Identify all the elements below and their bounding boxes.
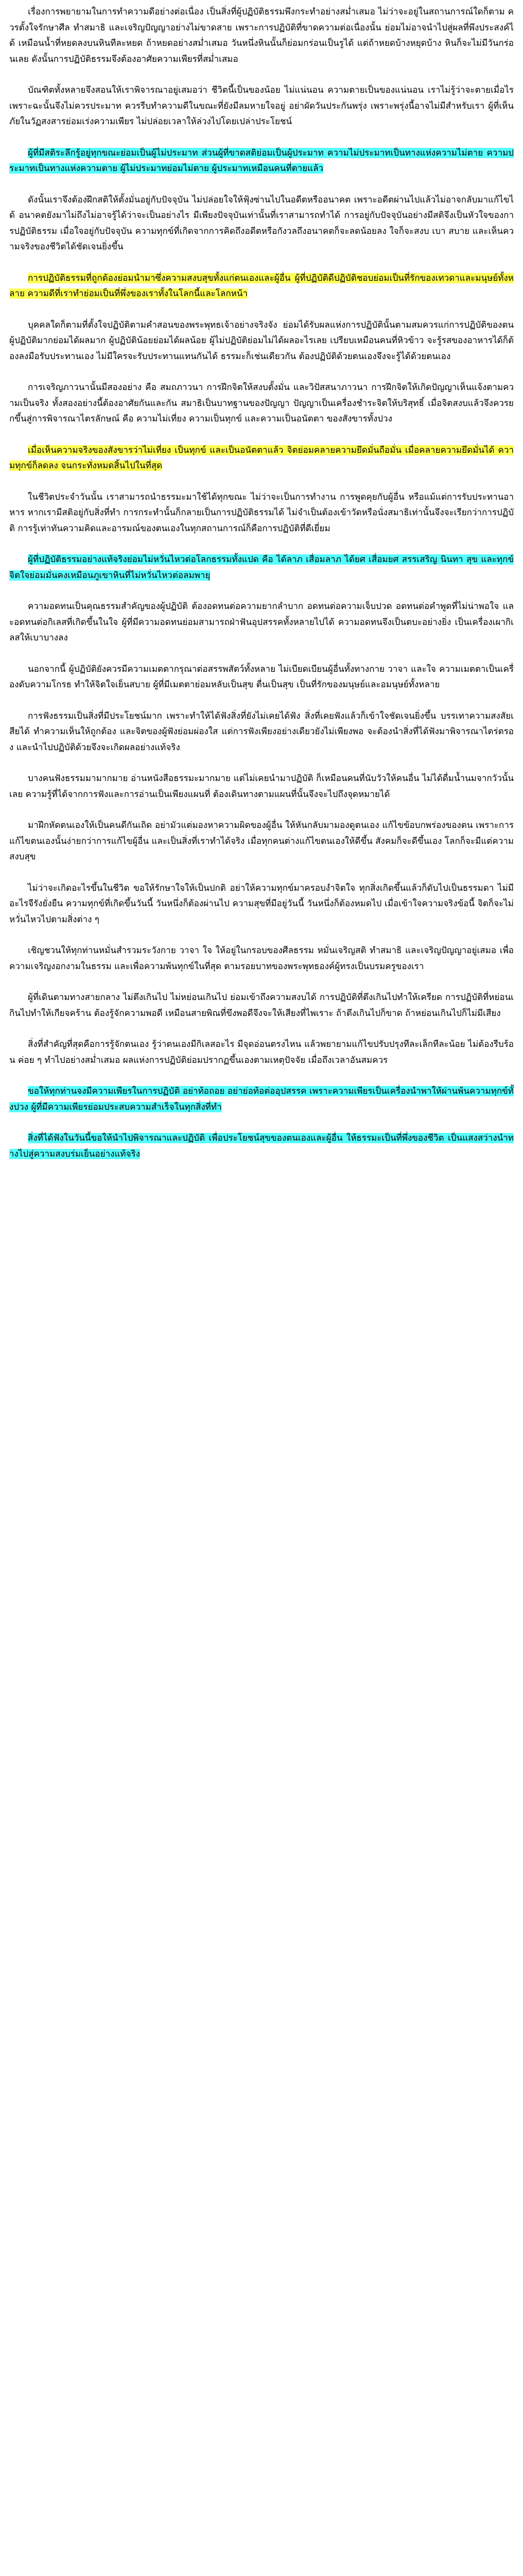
paragraph-text: ดังนั้นเราจึงต้องฝึกสติให้ตั้งมั่นอยู่กับปัจจุบัน ไม่ปล่อยใจให้ฟุ้งซ่านไปในอดีตหรืออนาคต เพราะอดีตผ่านไปแล้วไม่อาจกลับมาแก้ไขได้ อนาคตยังมาไม่ถึงไม่อาจรู้ได้ว่าจะเป็นอย่างไร มีเพียงปัจจุบันเท่านั้นที่เราสามารถทำได้ การอยู่กับปัจจุบันอย่างมีสติจึงเป็นหัวใจของการปฏิบัติธรรม เมื่อใจอยู่กับปัจจุบัน ความทุกข์ที่เกิดจากการคิดถึงอดีตหรือกังวลถึงอนาคตก็จะลดน้อยลง ใจก็จะสงบ เบา สบาย และเห็นความจริงของชีวิตได้ชัดเจนยิ่งขึ้น [9,194,514,252]
paragraph-text: ผู้ที่เดินตามทางสายกลาง ไม่ตึงเกินไป ไม่หย่อนเกินไป ย่อมเข้าถึงความสงบได้ การปฏิบัติที่ตึงเกินไปทำให้เครียด การปฏิบัติที่หย่อนเกินไปทำให้เกียจคร้าน ต้องรู้จักความพอดี เหมือนสายพิณที่ขึงพอดีจึงจะให้เสียงที่ไพเราะ ถ้าตึงเกินไปก็ขาด ถ้าหย่อนเกินไปก็ไม่มีเสียง [9,992,514,1019]
paragraph [9,270,514,302]
paragraph [9,1083,514,1115]
paragraph [9,662,514,693]
paragraph-text: มาฝึกหัดตนเองให้เป็นคนดีกันเถิด อย่ามัวแต่มองหาความผิดของผู้อื่น ให้หันกลับมามองดูตนเอง แก้ไขข้อบกพร่องของตน เพราะการแก้ไขตนเองนั้นง่ายกว่าการแก้ไขผู้อื่น และเป็นสิ่งที่เราทำได้จริง เมื่อทุกคนต่างแก้ไขตนเองให้ดีขึ้น สังคมก็จะดีขึ้นเอง โลกก็จะมีแต่ความสงบสุข [9,820,514,862]
paragraph [9,4,514,67]
paragraph [9,192,514,255]
paragraph-text: ขอให้ทุกท่านจงมีความเพียรในการปฏิบัติ อย่าท้อถอย อย่าย่อท้อต่ออุปสรรค เพราะความเพียรเป็นเครื่องนำพาให้ผ่านพ้นความทุกข์ทั้งปวง ผู้ที่มีความเพียรย่อมประสบความสำเร็จในทุกสิ่งที่ทำ [9,1086,514,1112]
paragraph-text: บางคนฟังธรรมมามากมาย อ่านหนังสือธรรมะมากมาย แต่ไม่เคยนำมาปฏิบัติ ก็เหมือนคนที่นับวัวให้คนอื่น ไม่ได้ดื่มน้ำนมจากวัวนั้นเลย ความรู้ที่ได้จากการฟังและการอ่านเป็นเพียงแผนที่ ต้องเดินทางตามแผนที่นั้นจึงจะไปถึงจุดหมายได้ [9,773,514,800]
document-body [9,4,514,1177]
paragraph-text: ความอดทนเป็นคุณธรรมสำคัญของผู้ปฏิบัติ ต้องอดทนต่อความยากลำบาก อดทนต่อความเจ็บปวด อดทนต่อคำพูดที่ไม่น่าพอใจ และอดทนต่อกิเลสที่เกิดขึ้นในใจ ผู้ที่มีความอดทนย่อมสามารถฝ่าฟันอุปสรรคทั้งหลายไปได้ ความอดทนจึงเป็นตบะอย่างยิ่ง เป็นเครื่องเผากิเลสให้เบาบางลง [9,601,514,643]
paragraph-text: นอกจากนี้ ผู้ปฏิบัติยังควรมีความเมตตากรุณาต่อสรรพสัตว์ทั้งหลาย ไม่เบียดเบียนผู้อื่นทั้งทางกาย วาจา และใจ ความเมตตาเป็นเครื่องดับความโกรธ ทำให้จิตใจเย็นสบาย ผู้ที่มีเมตตาย่อมหลับเป็นสุข ตื่นเป็นสุข เป็นที่รักของมนุษย์และอมนุษย์ทั้งหลาย [9,664,514,690]
paragraph-text: เชิญชวนให้ทุกท่านหมั่นสำรวมระวังกาย วาจา ใจ ให้อยู่ในกรอบของศีลธรรม หมั่นเจริญสติ ทำสมาธิ และเจริญปัญญาอยู่เสมอ เพื่อความเจริญงอกงามในธรรม และเพื่อความพ้นทุกข์ในที่สุด ตามรอยบาทของพระพุทธองค์ผู้ทรงเป็นบรมครูของเรา [9,945,514,972]
paragraph-text: ผู้ที่มีสติระลึกรู้อยู่ทุกขณะย่อมเป็นผู้ไม่ประมาท ส่วนผู้ที่ขาดสติย่อมเป็นผู้ประมาท ความไม่ประมาทเป็นทางแห่งความไม่ตาย ความประมาทเป็นทางแห่งความตาย ผู้ไม่ประมาทย่อมไม่ตาย ผู้ประมาทเหมือนคนที่ตายแล้ว [9,147,514,174]
paragraph [9,1130,514,1162]
paragraph-text: เรื่องการพยายามในการทำความดีอย่างต่อเนื่อง เป็นสิ่งที่ผู้ปฏิบัติธรรมพึงกระทำอย่างสม่ำเสมอ ไม่ว่าจะอยู่ในสถานการณ์ใดก็ตาม ควรตั้งใจรักษาศีล ทำสมาธิ และเจริญปัญญาอย่างไม่ขาดสาย เพราะการปฏิบัติที่ขาดความต่อเนื่องนั้น ย่อมไม่อาจนำไปสู่ผลที่พึงประสงค์ได้ เหมือนน้ำที่หยดลงบนหินทีละหยด ถ้าหยดอย่างสม่ำเสมอ วันหนึ่งหินนั้นก็ย่อมกร่อนเป็นรูได้ แต่ถ้าหยดบ้างหยุดบ้าง หินก็จะไม่มีวันกร่อนเลย ดังนั้นการปฏิบัติธรรมจึงต้องอาศัยความเพียรที่สม่ำเสมอ [9,7,514,64]
paragraph [9,943,514,974]
paragraph [9,317,514,365]
paragraph-text: เมื่อเห็นความจริงของสังขารว่าไม่เที่ยง เป็นทุกข์ และเป็นอนัตตาแล้ว จิตย่อมคลายความยึดมั่นถือมั่น เมื่อคลายความยึดมั่นได้ ความทุกข์ก็ลดลง จนกระทั่งหมดสิ้นไปในที่สุด [9,445,514,471]
paragraph-text: การปฏิบัติธรรมที่ถูกต้องย่อมนำมาซึ่งความสงบสุขทั้งแก่ตนเองและผู้อื่น ผู้ที่ปฏิบัติดีปฏิบัติชอบย่อมเป็นที่รักของเทวดาและมนุษย์ทั้งหลาย ความดีที่เราทำย่อมเป็นที่พึ่งของเราทั้งในโลกนี้และโลกหน้า [9,273,514,299]
paragraph [9,599,514,646]
paragraph-text: บัณฑิตทั้งหลายจึงสอนให้เราพิจารณาอยู่เสมอว่า ชีวิตนี้เป็นของน้อย ไม่แน่นอน ความตายเป็นของแน่นอน เราไม่รู้ว่าจะตายเมื่อไร เพราะฉะนั้นจึงไม่ควรประมาท ควรรีบทำความดีในขณะที่ยังมีลมหายใจอยู่ อย่าผัดวันประกันพรุ่ง เพราะพรุ่งนี้อาจไม่มีสำหรับเรา ผู้ที่เห็นภัยในวัฏสงสารย่อมเร่งความเพียร ไม่ปล่อยเวลาให้ล่วงไปโดยเปล่าประโยชน์ [9,85,514,127]
paragraph [9,443,514,474]
paragraph-text: สิ่งที่ได้ฟังในวันนี้ขอให้นำไปพิจารณาและปฏิบัติ เพื่อประโยชน์สุขของตนเองและผู้อื่น ให้ธรรมะเป็นที่พึ่งของชีวิต เป็นแสงสว่างนำทางไปสู่ความสงบร่มเย็นอย่างแท้จริง [9,1133,514,1159]
paragraph [9,818,514,865]
paragraph-text: บุคคลใดก็ตามที่ตั้งใจปฏิบัติตามคำสอนของพระพุทธเจ้าอย่างจริงจัง ย่อมได้รับผลแห่งการปฏิบัตินั้นตามสมควรแก่การปฏิบัติของตน ผู้ปฏิบัติมากย่อมได้ผลมาก ผู้ปฏิบัติน้อยย่อมได้ผลน้อย ผู้ไม่ปฏิบัติย่อมไม่ได้ผลอะไรเลย เปรียบเหมือนคนที่หิวข้าว จะรู้รสของอาหารได้ก็ต้องลงมือรับประทานเอง ไม่มีใครจะรับประทานแทนกันได้ ธรรมะก็เช่นเดียวกัน ต้องปฏิบัติด้วยตนเองจึงจะรู้ได้ด้วยตนเอง [9,319,514,362]
paragraph [9,489,514,537]
paragraph [9,880,514,928]
paragraph [9,708,514,756]
paragraph-text: ในชีวิตประจำวันนั้น เราสามารถนำธรรมะมาใช้ได้ทุกขณะ ไม่ว่าจะเป็นการทำงาน การพูดคุยกับผู้อื่น หรือแม้แต่การรับประทานอาหาร หากเรามีสติอยู่กับสิ่งที่ทำ การกระทำนั้นก็กลายเป็นการปฏิบัติธรรมได้ ไม่จำเป็นต้องเข้าวัดหรือนั่งสมาธิเท่านั้นจึงจะเรียกว่าการปฏิบัติ การรู้เท่าทันความคิดและอารมณ์ของตนเองในทุกสถานการณ์ก็คือการปฏิบัติที่ดีเยี่ยม [9,492,514,534]
paragraph [9,552,514,583]
paragraph [9,1037,514,1068]
paragraph [9,990,514,1021]
paragraph-text: การเจริญภาวนานั้นมีสองอย่าง คือ สมถภาวนา การฝึกจิตให้สงบตั้งมั่น และวิปัสสนาภาวนา การฝึกจิตให้เกิดปัญญาเห็นแจ้งตามความเป็นจริง ทั้งสองอย่างนี้ต้องอาศัยกันและกัน สมาธิเป็นบาทฐานของปัญญา ปัญญาเป็นเครื่องชำระจิตให้บริสุทธิ์ เมื่อจิตสงบแล้วจึงควรยกขึ้นสู่การพิจารณาไตรลักษณ์ คือ ความไม่เที่ยง ความเป็นทุกข์ และความเป็นอนัตตา ของสังขารทั้งปวง [9,382,514,424]
paragraph-text: ไม่ว่าจะเกิดอะไรขึ้นในชีวิต ขอให้รักษาใจให้เป็นปกติ อย่าให้ความทุกข์มาครอบงำจิตใจ ทุกสิ่งเกิดขึ้นแล้วก็ดับไปเป็นธรรมดา ไม่มีอะไรจีรังยั่งยืน ความทุกข์ที่เกิดขึ้นวันนี้ วันหนึ่งก็ต้องผ่านไป ความสุขที่มีอยู่วันนี้ วันหนึ่งก็ต้องหมดไป เมื่อเข้าใจความจริงข้อนี้ จิตก็จะไม่หวั่นไหวไปตามสิ่งต่าง ๆ [9,883,514,925]
paragraph-text: ผู้ที่ปฏิบัติธรรมอย่างแท้จริงย่อมไม่หวั่นไหวต่อโลกธรรมทั้งแปด คือ ได้ลาภ เสื่อมลาภ ได้ยศ เสื่อมยศ สรรเสริญ นินทา สุข และทุกข์ จิตใจย่อมมั่นคงเหมือนภูเขาหินที่ไม่หวั่นไหวต่อลมพายุ [9,554,514,581]
paragraph [9,380,514,427]
paragraph [9,82,514,130]
paragraph-text: การฟังธรรมเป็นสิ่งที่มีประโยชน์มาก เพราะทำให้ได้ฟังสิ่งที่ยังไม่เคยได้ฟัง สิ่งที่เคยฟังแล้วก็เข้าใจชัดเจนยิ่งขึ้น บรรเทาความสงสัยเสียได้ ทำความเห็นให้ถูกต้อง และจิตของผู้ฟังย่อมผ่องใส แต่การฟังเพียงอย่างเดียวยังไม่เพียงพอ จะต้องนำสิ่งที่ได้ฟังมาพิจารณาไตร่ตรอง และนำไปปฏิบัติด้วยจึงจะเกิดผลอย่างแท้จริง [9,710,514,753]
paragraph [9,771,514,802]
paragraph-text: สิ่งที่สำคัญที่สุดคือการรู้จักตนเอง รู้ว่าตนเองมีกิเลสอะไร มีจุดอ่อนตรงไหน แล้วพยายามแก้ไขปรับปรุงทีละเล็กทีละน้อย ไม่ต้องรีบร้อน ค่อย ๆ ทำไปอย่างสม่ำเสมอ ผลแห่งการปฏิบัติย่อมปรากฏขึ้นเองตามเหตุปัจจัย เมื่อถึงเวลาอันสมควร [9,1039,514,1065]
paragraph [9,145,514,177]
